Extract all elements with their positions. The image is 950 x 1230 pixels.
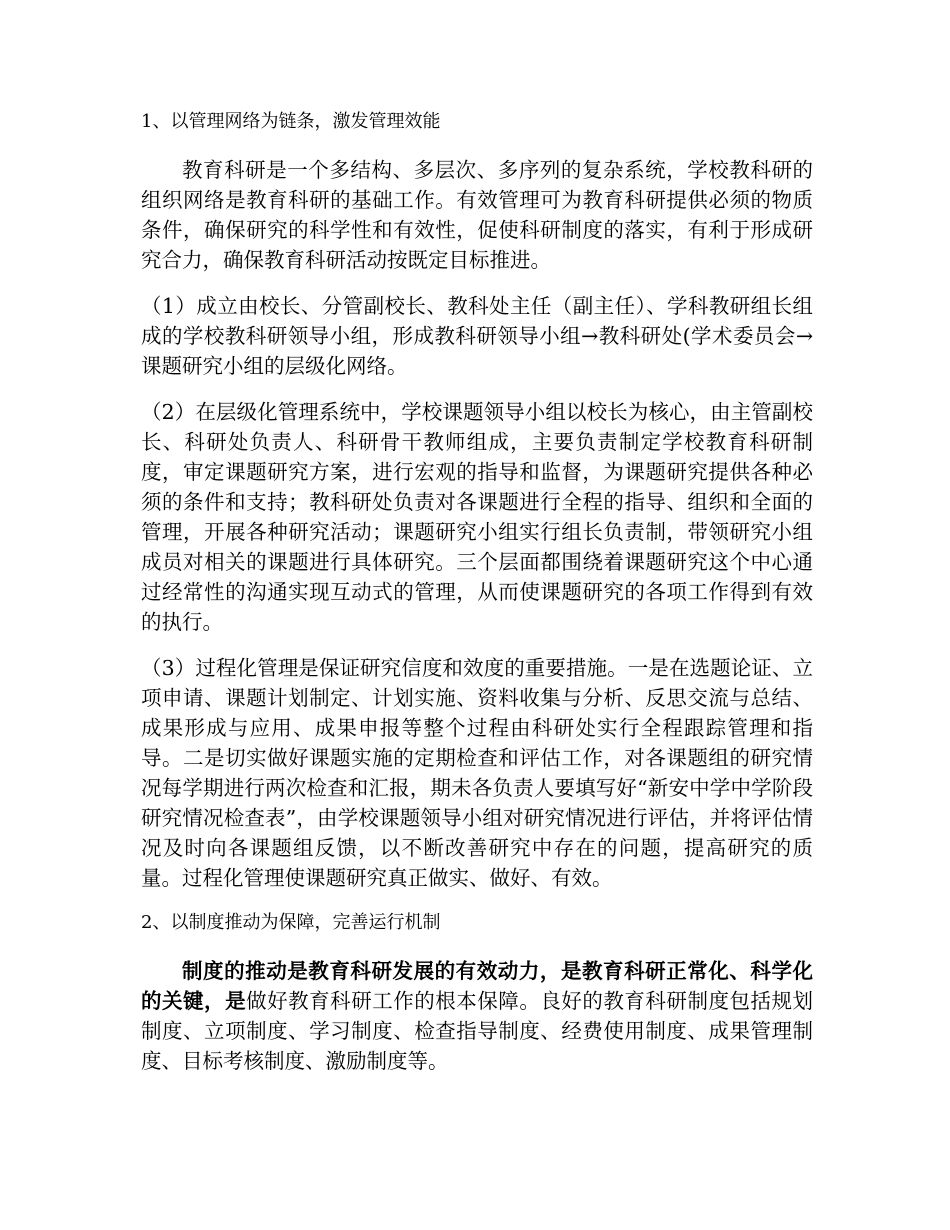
section-2-bold-phrase-1: 制度的推动是教育科研发展的有效动力， [182, 959, 561, 983]
section-1-item-3: （3）过程化管理是保证研究信度和效度的重要措施。一是在选题论证、立项申请、课题计划制定、计划实施、资料收集与分析、反思交流与总结、成果形成与应用、成果申报等整个过程由科研处实行全程跟踪管理和指导。二是切实做好课题实施的定期检查和评估工作，对各课题组的研究情况每学期进行两次检查和汇报，期未各负责人要填写好“新安中学中学阶段研究情况检查表”，由学校课题领导小组对研究情况进行评估，并将评估情况及时向各课题组反馈，以不断改善研究中存在的问题，提高研究的质量。过程化管理使课题研究真正做实、做好、有效。 [141, 656, 813, 890]
section-1-item-2: （2）在层级化管理系统中，学校课题领导小组以校长为核心，由主管副校长、科研处负责人、科研骨干教师组成，主要负责制定学校教育科研制度，审定课题研究方案，进行宏观的指导和监督，为课题研究提供各种必须的条件和支持；教科研处负责对各课题进行全程的指导、组织和全面的管理，开展各种研究活动；课题研究小组实行组长负责制，带领研究小组成员对相关的课题进行具体研究。三个层面都围绕着课题研究这个中心通过经常性的沟通实现互动式的管理，从而使课题研究的各项工作得到有效的执行。 [141, 400, 813, 634]
section-2-heading: 2、以制度推动为保障，完善运行机制 [141, 912, 441, 933]
section-2-bold-phrase-3: 是 [225, 989, 247, 1013]
section-1-heading: 1、以管理网络为链条，激发管理效能 [141, 111, 441, 132]
section-1-intro-paragraph: 教育科研是一个多结构、多层次、多序列的复杂系统，学校教科研的组织网络是教育科研的基础工作。有效管理可为教育科研提供必须的物质条件，确保研究的科学性和有效性，促使科研制度的落实，有利于形成研究合力，确保教育科研活动按既定目标推进。 [141, 158, 813, 272]
section-2-rest-text: 做好教育科研工作的根本保障。良好的教育科研制度包括规划制度、立项制度、学习制度、检查指导制度、经费使用制度、成果管理制度、目标考核制度、激励制度等。 [141, 989, 814, 1073]
section-1-item-1: （1）成立由校长、分管副校长、教科处主任（副主任）、学科教研组长组成的学校教科研领导小组，形成教科研领导小组→教科研处(学术委员会→课题研究小组的层级化网络。 [141, 294, 813, 378]
document-page [141, 108, 813, 1092]
section-2-paragraph [141, 956, 813, 1076]
section-2-bold-phrase-2: 是教育科研正常化、科学化的关键， [141, 959, 814, 1013]
